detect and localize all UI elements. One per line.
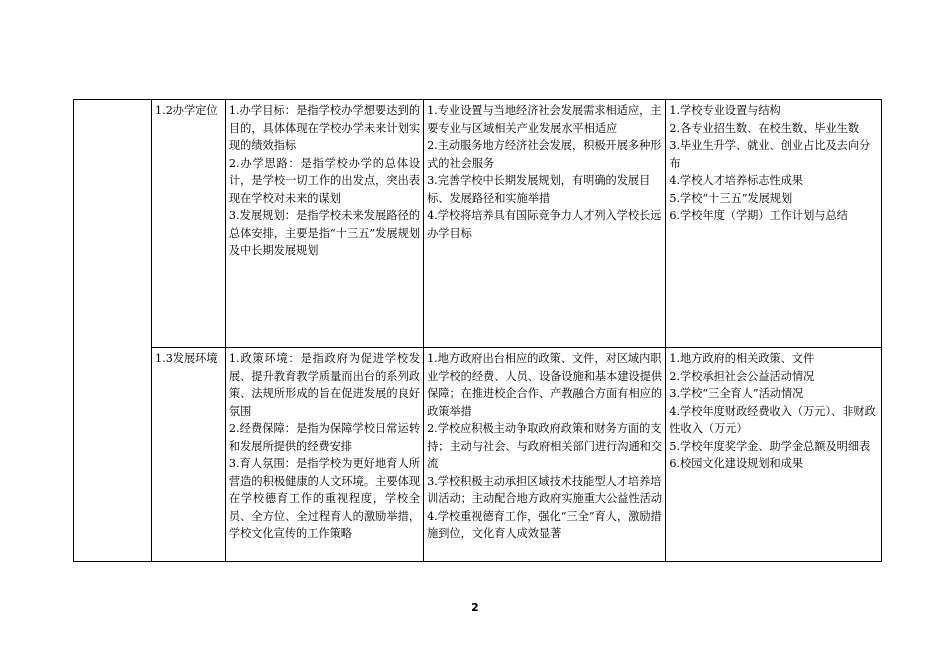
- standard-item: 3.学校积极主动承担区域技术技能型人才培养培训活动；主动配合地方政府实施重大公益性活动: [427, 474, 663, 505]
- standard-item: 2.主动服务地方经济社会发展，积极开展多种形式的社会服务: [427, 139, 662, 170]
- definition-item: 2.办学思路：是指学校办学的总体设计，是学校一切工作的出发点，突出表现在学校对未来的谋划: [228, 156, 421, 205]
- standard-item: 1.地方政府出台相应的政策、文件，对区域内职业学校的经费、人员、设备设施和基本建设提供保障；在推进校企合作、产教融合方面有相应的政策举措: [427, 352, 663, 418]
- standard-item: 2.学校应积极主动争取政府政策和财务方面的支持；主动与社会、与政府相关部门进行沟通和交流: [427, 422, 663, 470]
- definition-item: 1.办学目标：是指学校办学想要达到的目的，具体体现在学校办学未来计划实现的绩效指标: [228, 104, 421, 152]
- subcategory-label: 1.3发展环境: [155, 352, 218, 365]
- material-item: 3.学校“三全育人”活动情况: [669, 387, 804, 400]
- subcategory-cell: [152, 348, 226, 562]
- material-item: 2.各专业招生数、在校生数、毕业生数: [669, 121, 860, 135]
- material-item: 5.学校“十三五”发展规划: [669, 191, 793, 205]
- material-item: 1.地方政府的相关政策、文件: [669, 352, 815, 365]
- standard-item: 1.专业设置与当地经济社会发展需求相适应，主要专业与区域相关产业发展水平相适应: [427, 104, 662, 135]
- material-item: 2.学校承担社会公益活动情况: [669, 369, 815, 383]
- definition-item: 1.政策环境：是指政府为促进学校发展、提升教育教学质量而出台的系列政策、法规所形成的旨在促进发展的良好氛围: [228, 352, 421, 418]
- standard-item: 4.学校将培养具有国际竞争力人才列入学校长远办学目标: [427, 209, 662, 240]
- definition-cell: [225, 348, 423, 562]
- materials-cell: [666, 348, 882, 562]
- page-number: 2: [471, 601, 479, 614]
- material-item: 4.学校年度财政经费收入（万元）、非财政性收入（万元）: [669, 404, 876, 435]
- definition-cell: [225, 100, 423, 348]
- subcategory-cell: [152, 100, 226, 348]
- definition-item: 3.育人氛围：是指学校为更好地育人所营造的积极健康的人文环境。主要体现在学校德育工作的重视程度，学校全员、全方位、全过程育人的激励举措，学校文化宣传的工作策略: [228, 457, 421, 540]
- standards-cell: [424, 100, 666, 348]
- material-item: 3.毕业生升学、就业、创业占比及去向分布: [669, 139, 871, 170]
- definition-item: 3.发展规划：是指学校未来发展路径的总体安排，主要是指“十三五”发展规划及中长期发展规划: [228, 209, 421, 257]
- standards-cell: [424, 348, 666, 562]
- material-item: 5.学校年度奖学金、助学金总额及明细表: [669, 439, 871, 453]
- material-item: 4.学校人才培养标志性成果: [669, 174, 804, 187]
- evaluation-table: [73, 99, 882, 562]
- standard-item: 3.完善学校中长期发展规划，有明确的发展目标、发展路径和实施举措: [427, 174, 651, 205]
- material-item: 1.学校专业设置与结构: [669, 104, 781, 117]
- category-cell: [74, 100, 152, 562]
- subcategory-label: 1.2办学定位: [155, 104, 218, 117]
- definition-item: 2.经费保障：是指为保障学校日常运转和发展所提供的经费安排: [228, 422, 421, 453]
- standard-item: 4.学校重视德育工作，强化“三全”育人，激励措施到位，文化育人成效显著: [427, 509, 662, 540]
- material-item: 6.学校年度（学期）工作计划与总结: [669, 209, 848, 222]
- material-item: 6.校园文化建设规划和成果: [669, 457, 804, 470]
- table-row: [74, 100, 882, 348]
- materials-cell: [666, 100, 882, 348]
- table-row: [74, 348, 882, 562]
